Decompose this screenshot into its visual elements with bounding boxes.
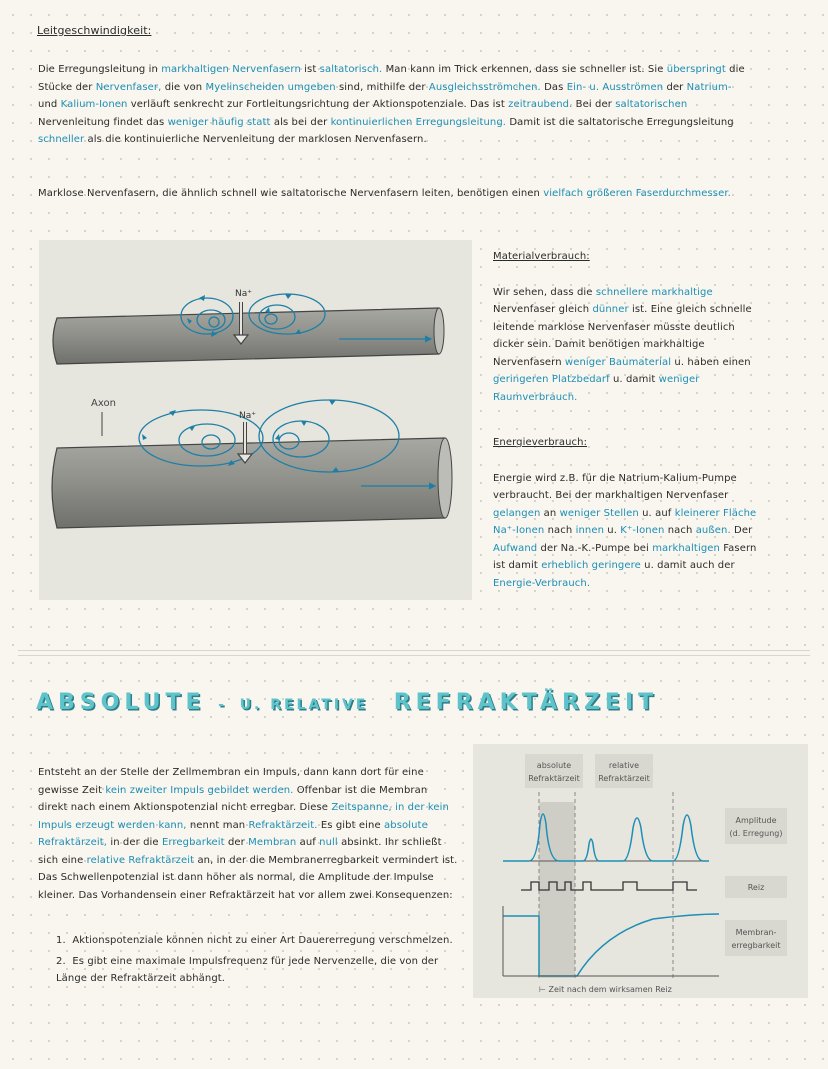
- highlighted-term: Refraktärzeit.: [248, 819, 318, 831]
- refractory-figure: [473, 744, 808, 998]
- highlighted-term: markhaltigen: [652, 542, 720, 554]
- text-segment: Offenbar ist die Membran direkt nach einem Aktionspotenzial nicht erregbar. Diese: [38, 784, 428, 813]
- list-number: 2.: [56, 955, 66, 967]
- highlighted-term: weniger Baumaterial: [564, 356, 672, 368]
- ion-label-top: Na⁺: [235, 289, 252, 299]
- text-segment: auf: [296, 837, 320, 848]
- highlighted-term: erheblich geringere: [541, 560, 641, 571]
- highlighted-term: Myelinscheiden umgeben: [205, 81, 336, 93]
- highlighted-term: zeitraubend.: [508, 99, 573, 110]
- highlighted-term: außen.: [695, 525, 731, 536]
- highlighted-term: relative Refraktärzeit: [86, 854, 195, 866]
- refractory-diagram: [473, 744, 808, 998]
- text-segment: die Stücke der: [38, 64, 745, 93]
- highlighted-term: saltatorisch.: [319, 64, 383, 75]
- text-segment: Das: [540, 81, 567, 93]
- highlighted-term: K⁺-Ionen: [620, 525, 665, 536]
- title-part-refractory: REFRAKTÄRZEIT: [393, 690, 659, 715]
- highlighted-term: Zeitspanne, in der kein Impuls erzeugt werden kann,: [38, 802, 449, 831]
- text-segment: der Na.-K.-Pumpe bei: [537, 542, 653, 554]
- text-segment: ist. Eine gleich schnelle leitende marklose Nervenfaser müsste deutlich dicker sein. Damit benötigen markhaltige Nervenfasern: [493, 304, 752, 368]
- legend-amplitude-1: Amplitude: [735, 816, 777, 825]
- legend-membrane-2: erregbarkeit: [731, 941, 781, 950]
- paragraph-saltatory: [38, 61, 754, 149]
- highlighted-term: Kalium-Ionen: [60, 99, 128, 110]
- text-segment: Marklose Nervenfasern, die ähnlich schnell wie saltatorische Nervenfasern leiten, benötigen einen: [38, 188, 544, 199]
- nerve-fiber-diagram: [39, 240, 472, 600]
- text-segment: u. haben einen: [671, 356, 751, 368]
- text-segment: nennt man: [186, 819, 249, 831]
- label-absolute-1: absolute: [536, 761, 572, 770]
- highlighted-term: weniger häufig statt: [167, 116, 271, 128]
- text-segment: die von: [161, 81, 206, 93]
- text-segment: Wir sehen, dass die: [493, 286, 596, 298]
- section-divider: [18, 650, 810, 656]
- highlighted-term: weniger Stellen: [559, 507, 639, 519]
- highlighted-term: schneller: [38, 134, 85, 145]
- list-item: [56, 953, 456, 988]
- text-segment: Nervenleitung findet das: [38, 116, 168, 128]
- text-segment: Fasern ist damit: [493, 542, 757, 571]
- highlighted-term: kontinuierlichen Erregungsleitung.: [330, 116, 507, 128]
- highlighted-term: geringeren Platzbedarf: [493, 374, 610, 385]
- text-segment: Man kann im Trick erkennen, dass sie schneller ist. Sie: [382, 64, 667, 75]
- highlighted-term: Ein- u. Ausströmen: [566, 81, 664, 93]
- text-segment: u. damit auch der: [640, 560, 735, 571]
- highlighted-term: kein zweiter Impuls gebildet werden.: [105, 784, 294, 796]
- highlighted-term: Energie-Verbrauch.: [493, 577, 591, 589]
- highlighted-term: vielfach größeren Faserdurchmesser.: [543, 188, 731, 199]
- label-relative-2: Refraktärzeit: [598, 774, 650, 783]
- highlighted-term: schnellere markhaltige: [595, 286, 713, 298]
- energy-text: [493, 470, 768, 593]
- nerve-fiber-figure: [39, 240, 472, 600]
- section-heading-speed: Leitgeschwindigkeit:: [37, 24, 152, 37]
- time-axis-label: ⊢ Zeit nach dem wirksamen Reiz: [539, 985, 672, 994]
- text-segment: absinkt. Ihr schließt sich eine: [38, 837, 442, 866]
- highlighted-term: Natrium-: [686, 81, 732, 93]
- text-segment: nach: [544, 525, 576, 536]
- highlighted-term: Erregbarkeit: [161, 837, 225, 848]
- text-segment: als die kontinuierliche Nervenleitung der marklosen Nervenfasern.: [84, 134, 427, 145]
- text-segment: ist: [300, 64, 320, 75]
- text-segment: Bei der: [572, 99, 616, 110]
- legend-amplitude-2: (d. Erregung): [729, 829, 783, 838]
- highlighted-term: Aufwand: [493, 542, 538, 554]
- highlighted-term: weniger Raumverbrauch.: [493, 374, 700, 403]
- material-heading: Materialverbrauch:: [493, 251, 590, 262]
- text-segment: Es gibt eine: [317, 819, 385, 831]
- highlighted-term: kleinerer Fläche Na⁺-Ionen: [493, 507, 757, 536]
- text-segment: u. damit: [609, 374, 659, 385]
- text-segment: Die Erregungsleitung in: [38, 64, 162, 75]
- energy-heading: Energieverbrauch:: [493, 437, 588, 448]
- text-segment: verläuft senkrecht zur Fortleitungsrichtung der Aktionspotenziale. Das ist: [127, 99, 509, 110]
- text-segment: Entsteht an der Stelle der Zellmembran ein Impuls, dann kann dort für eine gewisse Zeit: [38, 767, 424, 796]
- text-segment: u.: [604, 525, 621, 536]
- label-relative-1: relative: [608, 761, 640, 770]
- text-segment: der: [224, 837, 249, 848]
- label-absolute-2: Refraktärzeit: [528, 774, 580, 783]
- text-segment: und: [38, 99, 61, 110]
- myelinated-fiber: [53, 289, 444, 364]
- text-segment: Damit ist die saltatorische Erregungsleitung: [506, 116, 734, 128]
- title-part-absolute: ABSOLUTE: [36, 690, 206, 715]
- list-text: Es gibt eine maximale Impulsfrequenz für jede Nervenzelle, die von der Länge der Refraktärzeit abhängt.: [56, 955, 439, 984]
- text-segment: u. auf: [638, 507, 675, 519]
- highlighted-term: markhaltigen Nervenfasern: [161, 64, 301, 75]
- text-segment: als bei der: [270, 116, 331, 128]
- material-text: [493, 284, 768, 407]
- highlighted-term: überspringt: [666, 64, 726, 75]
- text-segment: Energie wird z.B. für die Natrium-Kalium-Pumpe verbraucht. Bei der markhaltigen Nervenfaser: [493, 472, 737, 501]
- text-segment: nach: [664, 525, 696, 536]
- paragraph-unmyelinated: [38, 185, 754, 203]
- title-part-relative: U. RELATIVE: [239, 697, 369, 713]
- highlighted-term: Nervenfaser,: [95, 81, 162, 93]
- section-title-refractory: [36, 690, 658, 715]
- unmyelinated-fiber: [52, 400, 452, 528]
- ion-label-bottom: Na⁺: [239, 411, 256, 421]
- text-segment: an: [540, 507, 560, 519]
- title-dash: -: [218, 697, 227, 713]
- highlighted-term: absolute Refraktärzeit,: [38, 819, 428, 848]
- text-segment: der: [663, 81, 687, 93]
- list-number: 1.: [56, 935, 66, 946]
- highlighted-term: innen: [575, 525, 605, 536]
- highlighted-term: dünner: [592, 304, 629, 315]
- list-text: Aktionspotenziale können nicht zu einer Art Dauererregung verschmelzen.: [72, 935, 453, 946]
- axon-label: Axon: [91, 398, 116, 409]
- consequence-list: [56, 932, 456, 991]
- paragraph-refractory: [38, 764, 458, 904]
- highlighted-term: gelangen: [493, 507, 541, 519]
- text-segment: sind, mithilfe der: [335, 81, 429, 93]
- text-segment: an, in der die Membranerregbarkeit vermindert ist. Das Schwellenpotenzial ist dann höher als normal, die Amplitude der Impulse kleiner. Das Vorhandensein einer Refraktärzeit hat vor allem zwei Konsequenzen:: [38, 854, 458, 901]
- highlighted-term: Ausgleichsströmchen.: [428, 81, 541, 93]
- legend-membrane-1: Membran-: [735, 928, 777, 937]
- legend-reiz: Reiz: [747, 883, 765, 892]
- side-notes: [493, 248, 768, 610]
- text-segment: Der: [730, 525, 753, 536]
- text-segment: Nervenfaser gleich: [493, 304, 593, 315]
- highlighted-term: saltatorischen: [615, 99, 688, 110]
- list-item: [56, 932, 456, 950]
- highlighted-term: Membran: [248, 837, 297, 848]
- text-segment: in der die: [107, 837, 162, 848]
- highlighted-term: null: [319, 837, 338, 848]
